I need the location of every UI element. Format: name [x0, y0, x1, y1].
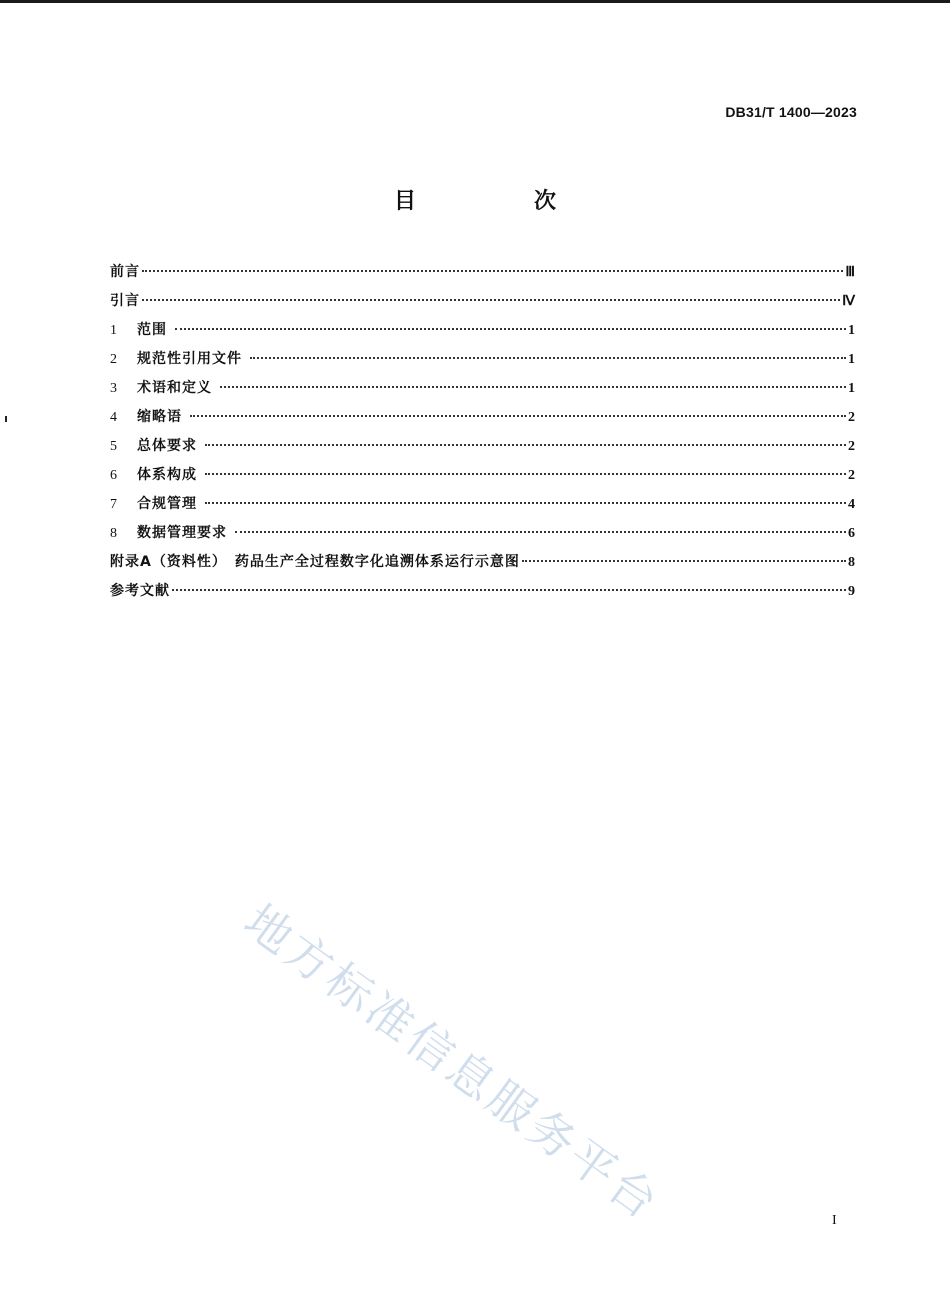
toc-entry-label: 数据管理要求	[137, 525, 227, 541]
toc-entry-page: 1	[848, 352, 855, 367]
toc-entry-label: 缩略语	[137, 409, 182, 425]
page-top-edge	[0, 0, 950, 3]
watermark: 地方标准信息服务平台	[234, 893, 671, 1232]
toc-entry-label: 合规管理	[137, 496, 197, 512]
toc-entry-label: 术语和定义	[137, 380, 212, 396]
dot-leader	[142, 270, 843, 272]
dot-leader	[220, 386, 846, 388]
dot-leader	[250, 357, 846, 359]
dot-leader	[235, 531, 846, 533]
toc-entry-page: 2	[848, 468, 855, 483]
toc-entry-page: 4	[848, 497, 855, 512]
toc-entry-number: 5	[110, 439, 117, 454]
toc-entry-bibliography[interactable]	[110, 581, 855, 610]
scan-mark	[5, 416, 7, 422]
toc-entry-label: 附录A（资料性） 药品生产全过程数字化追溯体系运行示意图	[110, 554, 520, 570]
toc-entry-introduction[interactable]	[110, 291, 855, 320]
page-title: 目 次	[393, 189, 604, 214]
toc-entry-system-composition[interactable]	[110, 465, 855, 494]
toc-entry-number: 7	[110, 497, 117, 512]
toc-entry-abbreviations[interactable]	[110, 407, 855, 436]
toc-entry-label: 引言	[110, 293, 140, 309]
toc-entry-page: 2	[848, 410, 855, 425]
toc-entry-label: 前言	[110, 264, 140, 280]
dot-leader	[175, 328, 846, 330]
toc-entry-page: 9	[848, 584, 855, 599]
toc-entry-number: 3	[110, 381, 117, 396]
toc-entry-page: 8	[848, 555, 855, 570]
document-code: DB31/T 1400—2023	[725, 104, 857, 120]
toc-entry-appendix-a[interactable]	[110, 552, 855, 581]
toc-entry-page: Ⅲ	[845, 265, 855, 280]
toc-entry-label: 总体要求	[137, 438, 197, 454]
dot-leader	[190, 415, 846, 417]
toc-entry-compliance-management[interactable]	[110, 494, 855, 523]
toc-entry-number: 4	[110, 410, 117, 425]
toc-entry-number: 6	[110, 468, 117, 483]
toc-entry-data-management[interactable]	[110, 523, 855, 552]
toc-entry-scope[interactable]	[110, 320, 855, 349]
dot-leader	[205, 502, 846, 504]
toc-entry-label: 规范性引用文件	[137, 351, 242, 367]
toc-entry-page: 2	[848, 439, 855, 454]
toc-entry-normative-references[interactable]	[110, 349, 855, 378]
toc-entry-number: 1	[110, 323, 117, 338]
toc-entry-label: 体系构成	[137, 467, 197, 483]
dot-leader	[205, 473, 846, 475]
toc-entry-label: 范围	[137, 322, 167, 338]
page-number: I	[832, 1213, 837, 1228]
dot-leader	[142, 299, 840, 301]
dot-leader	[172, 589, 846, 591]
toc-entry-page: Ⅳ	[842, 294, 855, 309]
toc-entry-terms-definitions[interactable]	[110, 378, 855, 407]
toc-entry-number: 2	[110, 352, 117, 367]
toc-entry-page: 1	[848, 323, 855, 338]
toc-entry-label: 参考文献	[110, 583, 170, 599]
toc-entry-page: 6	[848, 526, 855, 541]
table-of-contents	[110, 262, 855, 610]
toc-entry-preface[interactable]	[110, 262, 855, 291]
dot-leader	[205, 444, 846, 446]
toc-entry-number: 8	[110, 526, 117, 541]
dot-leader	[522, 560, 846, 562]
toc-entry-general-requirements[interactable]	[110, 436, 855, 465]
toc-entry-page: 1	[848, 381, 855, 396]
